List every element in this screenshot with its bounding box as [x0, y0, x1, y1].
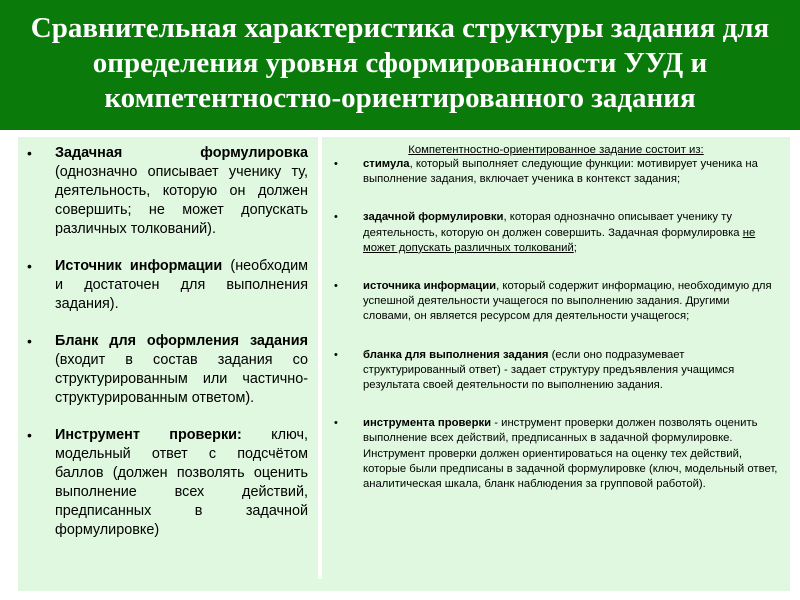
right-item-term: инструмента проверки	[363, 417, 492, 430]
bottom-strip	[18, 579, 790, 591]
left-item-term: Задачная формулировка	[55, 145, 308, 161]
right-item-desc: , который содержит информацию, необходимую для успешной деятельности учащегося по выполнению задания. Другими словами, он является ресурсом для деятельности учащегося;	[363, 280, 772, 323]
right-item-desc: , который выполняет следующие функции: мотивирует ученика на выполнение задания, включает ученика в контекст задания;	[363, 158, 758, 186]
right-item-term: бланка для выполнения задания	[363, 348, 549, 361]
right-item-desc: (если оно подразумевает структурированный ответ) - задает структуру предъявления учащимся результата своей деятельности по выполнению задания.	[363, 348, 735, 392]
title-banner	[0, 0, 800, 130]
right-bullet-list	[322, 157, 790, 515]
left-bullet-list	[18, 144, 318, 558]
right-item-desc: , которая однозначно описывает ученику ту деятельность, которую он должен совершить. Задачная формулировка	[363, 211, 743, 239]
right-list-item-check-tool	[322, 416, 790, 492]
left-panel	[18, 137, 318, 579]
bullet-icon: •	[334, 348, 338, 361]
bullet-icon: •	[27, 258, 32, 274]
bullet-icon: •	[334, 158, 338, 170]
bullet-icon: •	[334, 280, 338, 293]
right-list-item-stimulus	[322, 157, 790, 187]
left-list-item-answer-form	[18, 332, 318, 408]
slide-title: Сравнительная характеристика структуры задания для определения уровня сформированности УУД и компетентностно-ориентированного задания	[30, 11, 770, 114]
bullet-icon: •	[27, 333, 32, 349]
right-panel-header: Компетентностно-ориентированное задание состоит из:	[408, 144, 704, 156]
right-list-item-task-formulation	[322, 210, 790, 256]
left-list-item-check-tool	[18, 426, 318, 540]
left-item-desc: (однозначно описывает ученику ту, деятельность, которую он должен совершить; не может допускать различных толкований).	[55, 164, 308, 237]
left-list-item-task-formulation	[18, 144, 318, 239]
right-item-tail: ;	[573, 241, 577, 254]
right-item-desc: - инструмент проверки должен позволять оценить выполнение всех действий, предписанных в задачной формулировке. Инструмент проверки должен ориентироваться на оценку тех действий, которые были предписаны в задачной формулировке (ключ, модельный ответ, аналитическая шкала, бланк наблюдения за групповой работой).	[363, 417, 778, 491]
left-list-item-info-source	[18, 257, 318, 314]
left-item-desc: (входит в состав задания со структурированным или частично-структурированным ответом).	[55, 352, 308, 406]
bullet-icon: •	[27, 145, 32, 161]
right-panel	[322, 137, 790, 579]
bullet-icon: •	[334, 211, 338, 224]
right-list-item-info-source	[322, 279, 790, 325]
bullet-icon: •	[27, 427, 32, 443]
right-item-term: задачной формулировки	[363, 211, 504, 224]
left-item-desc: (необходим и достаточен для выполнения задания).	[55, 258, 308, 312]
left-item-term: Бланк для оформления задания	[55, 333, 308, 349]
left-item-desc: ключ, модельный ответ с подсчётом баллов (должен позволять оценить выполнение всех действий, предписанных в задачной формулировке)	[55, 427, 308, 538]
right-item-term: источника информации	[363, 280, 497, 293]
right-item-term: стимула	[363, 158, 410, 170]
left-item-term: Источник информации	[55, 258, 223, 274]
bullet-icon: •	[334, 417, 338, 430]
right-item-underlined: не может допускать различных толкований	[363, 226, 756, 254]
right-list-item-answer-form	[322, 348, 790, 394]
left-item-term: Инструмент проверки:	[55, 427, 242, 443]
